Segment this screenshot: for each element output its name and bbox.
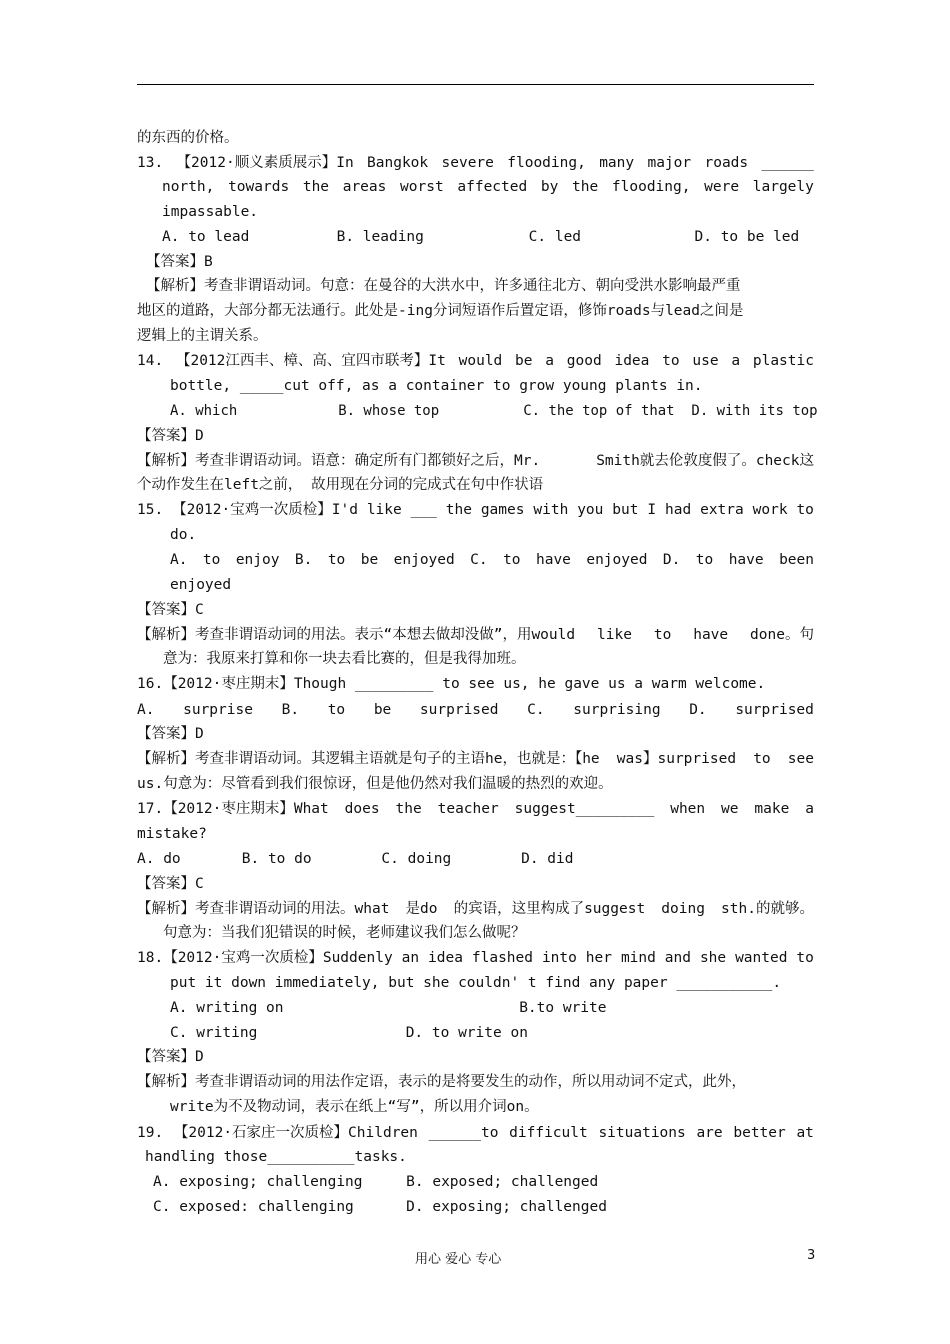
word: north,	[162, 179, 215, 195]
word: but	[612, 502, 639, 518]
text-line: mistake?	[137, 826, 207, 842]
word: 18.【2012·宝鸡一次质检】Suddenly	[137, 950, 393, 966]
word: 14.	[137, 353, 164, 369]
word: we	[721, 801, 739, 817]
word: be	[360, 552, 379, 568]
word: largely	[752, 179, 814, 195]
text-line	[137, 900, 814, 918]
text-line: C. writing D. to write on	[170, 1025, 528, 1041]
word: she	[699, 950, 727, 966]
word: with	[533, 502, 569, 518]
text-line: 的东西的价格。	[137, 130, 239, 146]
word: 是do	[405, 901, 438, 917]
word: an	[401, 950, 420, 966]
word: extra	[700, 502, 744, 518]
word: plastic	[752, 353, 814, 369]
text-line: write为不及物动词，表示在纸上“写”，所以用介词on。	[170, 1099, 539, 1115]
word: to	[753, 751, 771, 767]
word: A.	[170, 552, 188, 568]
word: doing	[661, 901, 705, 917]
word: A.	[137, 702, 155, 718]
word: sth.的就够。	[721, 901, 814, 917]
word: difficult	[509, 1125, 588, 1141]
word: mind	[620, 950, 656, 966]
word: 【2012江西丰、樟、高、宜四市联考】It	[175, 353, 446, 369]
word: games	[480, 502, 525, 518]
text-line: 意为：我原来打算和你一块去看比赛的，但是我得加班。	[163, 651, 526, 667]
word: the	[302, 179, 330, 195]
text-line	[137, 452, 814, 470]
word: I	[647, 502, 657, 518]
word: use	[692, 353, 719, 369]
word: flashed	[471, 950, 533, 966]
text-line: impassable.	[162, 204, 259, 220]
word: see	[787, 751, 814, 767]
word: severe	[441, 155, 494, 171]
word: Smith就去伦敦度假了。check这	[596, 453, 814, 469]
word: done。句	[750, 627, 814, 643]
word: have	[693, 627, 729, 643]
text-line: 【答案】D	[137, 726, 204, 742]
text-line: 【答案】D	[137, 1049, 204, 1065]
text-line: 【答案】B	[146, 254, 213, 270]
text-line: C. exposed: challenging D. exposing; challenged	[153, 1199, 607, 1215]
word: a	[545, 353, 555, 369]
word: worst	[400, 179, 444, 195]
text-line: A. writing on B.to write	[170, 1000, 607, 1016]
text-line	[137, 949, 814, 967]
word: 【解析】考查非谓语动词的用法作定语，表示的是将要发生的动作，所以用动词不定式，此外，	[137, 1074, 746, 1090]
word: at	[796, 1125, 814, 1141]
word: like	[366, 502, 402, 518]
text-line: 【答案】D	[137, 428, 204, 444]
word: by	[540, 179, 559, 195]
word: 【解析】考查非谓语动词的用法。表示“本想去做却没做”，用would	[137, 627, 576, 643]
word: 13.	[137, 155, 164, 171]
word: make	[754, 801, 790, 817]
word: enjoy	[235, 552, 280, 568]
word: the	[572, 179, 599, 195]
word: 19.	[137, 1125, 164, 1141]
word: to	[796, 950, 814, 966]
word: flooding,	[507, 155, 586, 171]
word: ______	[761, 155, 814, 171]
word: B.	[294, 552, 313, 568]
word: 17.【2012·枣庄期末】What	[137, 801, 329, 817]
text-line: 句意为：当我们犯错误的时候，老师建议我们怎么做呢？	[163, 925, 526, 941]
word: you	[577, 502, 604, 518]
word: were	[704, 179, 740, 195]
word: situations	[598, 1125, 686, 1141]
text-line	[137, 1073, 814, 1091]
word: to	[662, 353, 680, 369]
word: roads	[704, 155, 749, 171]
text-line	[137, 626, 814, 644]
word: to	[695, 552, 714, 568]
text-line	[137, 800, 814, 818]
word: flooding,	[611, 179, 691, 195]
word: a	[805, 801, 814, 817]
word: been	[779, 552, 814, 568]
word: C.	[527, 702, 545, 718]
word: C.	[470, 552, 488, 568]
word: and	[664, 950, 691, 966]
word: 【2012·石家庄一次质检】Children	[173, 1125, 418, 1141]
word: 【解析】考查非谓语动词。语意：确定所有门都锁好之后，Mr.	[137, 453, 541, 469]
page-number: 3	[807, 1248, 816, 1263]
word: 【解析】考查非谓语动词。其逻辑主语就是句子的主语he，也就是：【he	[137, 751, 600, 767]
text-line	[137, 352, 814, 370]
text-line: 【答案】C	[137, 876, 204, 892]
word: 的宾语，这里构成了suggest	[453, 901, 646, 917]
word: major	[647, 155, 692, 171]
text-line: A. do B. to do C. doing D. did	[137, 851, 574, 867]
word: a	[731, 353, 741, 369]
text-line: A. exposing; challenging B. exposed; challenged	[153, 1174, 599, 1190]
word: 【解析】考查非谓语动词的用法。what	[137, 901, 390, 917]
word: 15.	[137, 502, 164, 518]
word: D.	[662, 552, 681, 568]
word: does	[344, 801, 380, 817]
text-line: enjoyed	[170, 577, 232, 593]
text-line	[137, 701, 814, 719]
word: be	[515, 353, 533, 369]
word: to	[202, 552, 221, 568]
word: better	[733, 1125, 786, 1141]
text-line: 个动作发生在left之前， 故用现在分词的完成式在句中作状语	[137, 477, 544, 493]
text-line: 【答案】C	[137, 602, 204, 618]
word: would	[458, 353, 503, 369]
word: towards	[228, 179, 290, 195]
word: ___	[410, 502, 437, 518]
word: idea	[428, 950, 463, 966]
word: her	[585, 950, 612, 966]
word: are	[696, 1125, 723, 1141]
word: be	[373, 702, 392, 718]
text-line	[137, 154, 814, 172]
text-line: 逻辑上的主谓关系。	[137, 328, 268, 344]
word: into	[541, 950, 577, 966]
text-line	[137, 501, 814, 519]
word: when	[670, 801, 706, 817]
word: had	[665, 502, 692, 518]
word: have	[728, 552, 764, 568]
word: work	[752, 502, 788, 518]
word: B.	[281, 702, 300, 718]
word: have	[535, 552, 571, 568]
text-line: 地区的道路，大部分都无法通行。此处是-ing分词短语作后置定语，修饰roads与lead之间是	[137, 303, 744, 319]
word: wanted	[735, 950, 788, 966]
word: surprised	[735, 702, 814, 718]
word: 【2012·顺义素质展示】In	[176, 155, 354, 171]
word: to	[796, 502, 814, 518]
word: 【2012·宝鸡一次质检】I'd	[172, 502, 358, 518]
word: to	[653, 627, 672, 643]
text-line: A. to lead B. leading C. led D. to be led	[162, 229, 800, 245]
word: idea	[614, 353, 650, 369]
word: like	[597, 627, 632, 643]
word: many	[599, 155, 635, 171]
text-line	[137, 750, 814, 768]
word: good	[566, 353, 602, 369]
footer-slogan: 用心 爱心 专心	[415, 1252, 502, 1267]
word: teacher	[437, 801, 499, 817]
header-rule	[137, 84, 814, 85]
text-line: 16.【2012·枣庄期末】Though _________ to see us, he gave us a warm welcome.	[137, 676, 766, 692]
word: surprise	[183, 702, 253, 718]
word: the	[395, 801, 422, 817]
word: Bangkok	[367, 155, 429, 171]
word: enjoyed	[393, 552, 455, 568]
word: surprised	[419, 702, 499, 718]
word: to	[327, 702, 346, 718]
word: to	[503, 552, 521, 568]
word: areas	[342, 179, 387, 195]
word: the	[445, 502, 472, 518]
text-line: do.	[170, 527, 197, 543]
word: surprising	[573, 702, 661, 718]
text-line	[170, 551, 814, 569]
word: enjoyed	[586, 552, 648, 568]
word: ______to	[428, 1125, 499, 1141]
text-line	[137, 1124, 814, 1142]
word: to	[327, 552, 346, 568]
text-line: 【解析】考查非谓语动词。句意：在曼谷的大洪水中，许多通往北方、朝向受洪水影响最严重	[146, 278, 741, 294]
word: was】surprised	[616, 751, 737, 767]
word: D.	[689, 702, 707, 718]
text-line	[162, 178, 814, 196]
word: suggest_________	[514, 801, 655, 817]
text-line: handling those__________tasks.	[145, 1149, 407, 1165]
word: affected	[457, 179, 528, 195]
text-line: us.句意为：尽管看到我们很惊讶，但是他仍然对我们温暖的热烈的欢迎。	[137, 776, 613, 792]
text-line: put it down immediately, but she couldn' t find any paper ___________.	[170, 975, 782, 991]
text-line: A. which B. whose top C. the top of that D. with its top	[170, 403, 818, 419]
text-line: bottle, _____cut off, as a container to grow young plants in.	[170, 378, 703, 394]
